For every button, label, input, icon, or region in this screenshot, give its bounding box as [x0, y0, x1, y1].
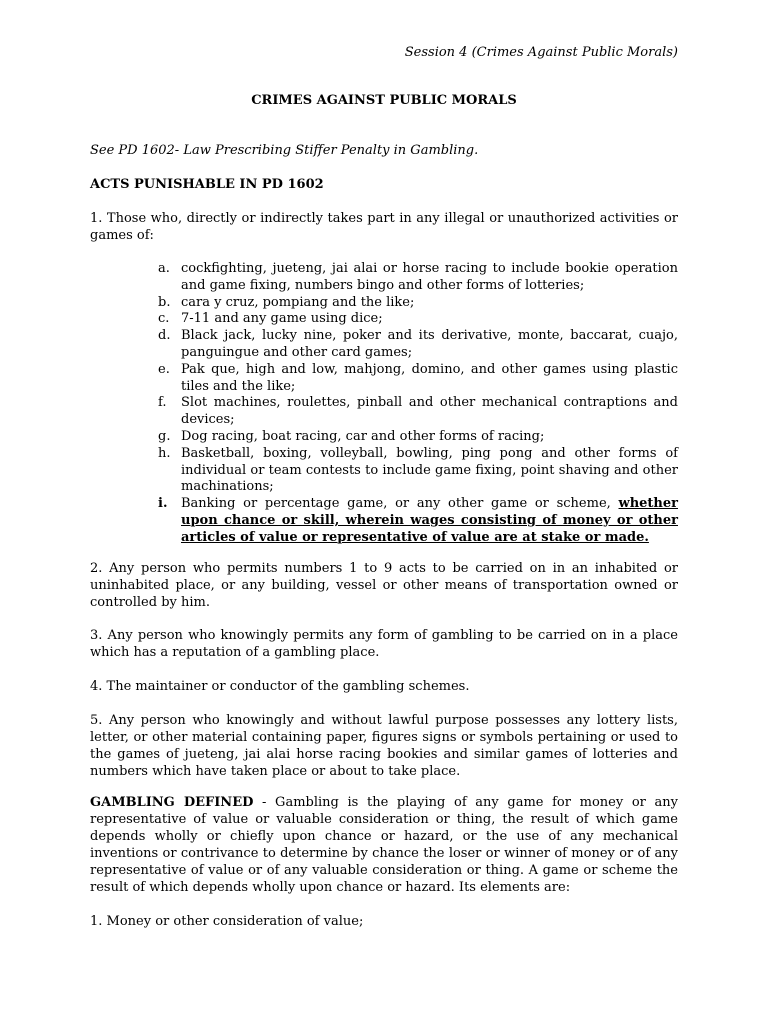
list-item — [158, 362, 678, 396]
list-item — [158, 496, 678, 546]
list-text: Pak que, high and low, mahjong, domino, and other games using plastic tiles and the like; — [181, 361, 678, 394]
item-4-paragraph: 4. The maintainer or conductor of the gambling schemes. — [90, 679, 470, 694]
element-1-paragraph: 1. Money or other consideration of value; — [90, 914, 364, 929]
list-text: Basketball, boxing, volleyball, bowling, ping pong and other forms of individual or team contests to include game fixing, point shaving and other machinations; — [181, 445, 678, 495]
list-letter: f. — [158, 395, 167, 411]
list-letter: h. — [158, 445, 171, 461]
list-item — [158, 328, 678, 362]
list-text: Slot machines, roulettes, pinball and other mechanical contraptions and devices; — [181, 395, 678, 428]
list-item — [158, 446, 678, 496]
emphasized-text: whether upon chance or skill, wherein wages consisting of money or other articles of value or representative of value are at stake or made. — [181, 496, 678, 545]
list-item — [158, 261, 678, 295]
list-letter: c. — [158, 311, 170, 327]
list-letter: d. — [158, 328, 171, 344]
list-text: Banking or percentage game, or any other game or scheme, — [181, 496, 619, 512]
gambling-text: - Gambling is the playing of any game for money or any representative of value or valuable consideration or thing, the result of which game depends wholly or chiefly upon chance or hazard, or the use of any mechanical inventions or contrivance to determine by chance the loser or winner of money or of any representative of value or of any valuable consideration or thing. A game or scheme the result of which depends wholly upon chance or hazard. Its elements are: — [90, 795, 678, 895]
see-reference: See PD 1602- Law Prescribing Stiffer Penalty in Gambling. — [90, 143, 479, 158]
list-letter: b. — [158, 294, 171, 310]
list-text: 7-11 and any game using dice; — [181, 311, 383, 327]
acts-heading: ACTS PUNISHABLE IN PD 1602 — [90, 177, 324, 192]
item-5-paragraph: 5. Any person who knowingly and without lawful purpose possesses any lottery lists, letter, or other material containing paper, figures signs or symbols pertaining or used to the games of jueteng, jai alai horse racing bookies and similar games of lotteries and numbers which have taken place or about to take place. — [90, 713, 678, 779]
page-title: CRIMES AGAINST PUBLIC MORALS — [251, 93, 517, 108]
list-text: cara y cruz, pompiang and the like; — [181, 294, 415, 310]
list-text: Dog racing, boat racing, car and other forms of racing; — [181, 428, 545, 444]
games-list — [158, 261, 678, 547]
gambling-heading: GAMBLING DEFINED — [90, 795, 254, 810]
item-3-paragraph: 3. Any person who knowingly permits any form of gambling to be carried on in a place which has a reputation of a gambling place. — [90, 628, 678, 660]
list-text: Black jack, lucky nine, poker and its derivative, monte, baccarat, cuajo, panguingue and other card games; — [181, 328, 678, 360]
list-item — [158, 429, 678, 446]
list-item — [158, 295, 678, 312]
item-1-paragraph: 1. Those who, directly or indirectly takes part in any illegal or unauthorized activities or games of: — [90, 211, 678, 243]
list-item — [158, 395, 678, 429]
gambling-definition — [90, 794, 678, 896]
list-letter: i. — [158, 496, 168, 512]
list-letter: e. — [158, 361, 170, 377]
list-letter: a. — [158, 261, 170, 276]
session-header: Session 4 (Crimes Against Public Morals) — [404, 45, 678, 60]
list-letter: g. — [158, 428, 171, 444]
item-2-paragraph: 2. Any person who permits numbers 1 to 9 acts to be carried on in an inhabited or uninhabited place, or any building, vessel or other means of transportation owned or controlled by him. — [90, 561, 678, 610]
list-text: cockfighting, jueteng, jai alai or horse racing to include bookie operation and game fixing, numbers bingo and other forms of lotteries; — [181, 261, 678, 293]
list-item — [158, 311, 678, 328]
